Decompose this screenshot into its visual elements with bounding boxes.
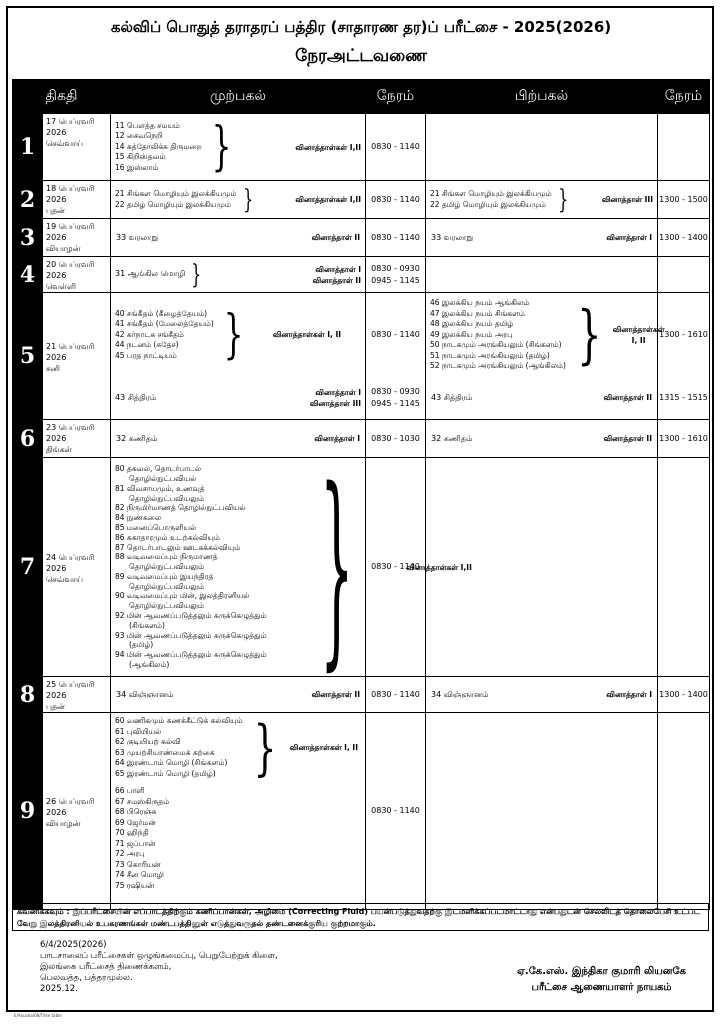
brace: } (253, 712, 277, 783)
paper-label: வினாத்தாள்கள் I,II (295, 195, 361, 204)
list-item: 73 கொரியன் (115, 859, 161, 869)
morning-time: 0830 - 0930 0945 - 1145 (366, 377, 426, 420)
date-line: 2025.12. (40, 984, 78, 994)
row-number: 7 (13, 458, 43, 677)
morning-time: 0830 - 1140 (366, 458, 426, 677)
list-item: 63 முயற்சியாண்மைக் கற்கை (115, 747, 215, 757)
afternoon-time (658, 458, 710, 677)
row-date: 20 பெப்ரவரி 2026 வெள்ளி (43, 257, 111, 293)
list-item: 52 நாடகமும் அரங்கியலும் (ஆங்கிலம்) (430, 361, 566, 370)
list-item: 68 பிரெஞ்சு (115, 807, 157, 816)
morning-time: 0830 - 1030 (366, 420, 426, 458)
address-line: பாடசாலைப் பரீட்சைகள் ஒழுங்கமைப்பு, பெறுபேற்றுக் கிளை, (40, 951, 278, 961)
subject-list (115, 309, 214, 362)
list-item: 45 பரத நாட்டியம் (115, 350, 177, 360)
col-morning: முற்பகல் (111, 80, 366, 114)
list-item: 90 வடிவமைப்பும் மின், இலத்திரனியல் (115, 591, 250, 601)
list-item: 66 பாளி (115, 786, 145, 795)
list-item: 46 இலக்கிய நயம் ஆங்கிலம் (430, 298, 530, 307)
row-date: 18 பெப்ரவரி 2026 புதன் (43, 181, 111, 219)
list-item: தொழில்நுட்பவியல் (129, 473, 197, 483)
list-item: 41 சங்கீதம் (மேலைத்தேயம்) (115, 319, 214, 328)
morning-time: 0830 - 1140 (366, 293, 426, 377)
subject: 33 வரலாறு (116, 232, 159, 242)
list-item: 42 கர்நாடக சங்கீதம் (115, 329, 184, 339)
paper-label: வினாத்தாள் I (606, 232, 652, 242)
list-item: 22 தமிழ் மொழியும் இலக்கியமும் (430, 199, 546, 209)
list-item: 61 புவியியல் (115, 726, 162, 736)
notice-text: : இப்பரீட்சையின் எப்பாடத்திற்கும் கணிப்பான்கள், அழிமை (Correcting Fluid) பயன்படுத்துவதற்கு இடமளிக்கப்படமாட்டாது என்பதுடன் செல்லிடத் தொலைபேசி உட்பட வேறு இலத்திரனியல் உபகரணங்கள் மண்டபத்தினுள் எடுத்துவருதல் தண்டனைக்குரிய குற்றமாகும். (17, 907, 701, 928)
list-item: 72 அரபு (115, 849, 145, 858)
paper-labels: வினாத்தாள் I வினாத்தாள் III (309, 387, 361, 408)
afternoon-subjects (426, 420, 658, 458)
list-item: 69 ஜேர்மன் (115, 817, 156, 827)
morning-subjects (111, 257, 366, 293)
list-item: 82 நிருமிர்மாணத் தொழில்நுட்பவியல் (115, 503, 246, 513)
subject: 34 விஞ்ஞானம் (116, 689, 174, 699)
subject: 43 சித்திரம் (431, 392, 473, 402)
list-item: 92 மின் ஆவணப்படுத்தலும் சுருக்கெழுத்தும் (115, 611, 267, 621)
subject: 32 கணிதம் (431, 433, 473, 443)
subject: 31 ஆங்கில மொழி (115, 269, 186, 279)
paper-label: வினாத்தாள் I (314, 433, 360, 443)
footnote: E/Anusha/08/Time table (14, 1013, 62, 1018)
list-item: 60 வணிகமும் கணக்கீட்டுக் கல்வியும் (115, 716, 243, 725)
list-item: 88 வடிவமைப்பும் நிருமாணத் (115, 552, 218, 562)
list-item: 47 இலக்கிய நயம் சிங்களம் (430, 308, 525, 318)
afternoon-time: 1300 - 1500 (658, 181, 710, 219)
list-item: 71 ஜப்பான் (115, 838, 156, 848)
list-item: 64 இரண்டாம் மொழி (சிங்களம்) (115, 758, 228, 767)
list-item: 50 நாடகமும் அரங்கியலும் (சிங்களம்) (430, 340, 562, 349)
afternoon-time: 1315 - 1515 (658, 377, 710, 420)
list-item: தொழில்நுட்பவியலும் (129, 581, 205, 591)
reference: 6/4/2025(2026) (40, 940, 107, 950)
afternoon-time: 1300 - 1610 (658, 420, 710, 458)
list-item: 89 வடிவமைப்பும் இயந்திரத் (115, 571, 214, 581)
list-item: (தமிழ்) (129, 640, 154, 650)
list-item: 75 ரஷியன் (115, 880, 155, 890)
list-item: 48 இலக்கிய நயம் தமிழ் (430, 319, 514, 328)
paper-label: வினாத்தாள்கள் I, II (612, 324, 665, 345)
list-item: (சிங்களம்) (129, 620, 165, 630)
table-row (13, 713, 710, 910)
afternoon-time: 1300 - 1610 (658, 293, 710, 377)
list-item: 85 மனைப்பொருளியல் (115, 522, 197, 532)
morning-subjects (111, 219, 366, 257)
subject-list (115, 464, 267, 670)
afternoon-subjects (426, 713, 658, 910)
row-date: 24 பெப்ரவரி 2026 செவ்வாய் (43, 458, 111, 677)
brace: } (577, 297, 602, 372)
row-number: 8 (13, 677, 43, 713)
notice (12, 903, 709, 931)
afternoon-time: 1300 - 1400 (658, 219, 710, 257)
afternoon-time (658, 713, 710, 910)
list-item: 14 கத்தோலிக்க திருமறை (115, 141, 202, 151)
brace: } (223, 304, 244, 365)
row-date: 25 பெப்ரவரி 2026 புதன் (43, 677, 111, 713)
row-number: 9 (13, 713, 43, 910)
paper-label: வினாத்தாள் I (606, 689, 652, 699)
subject-list (430, 298, 566, 372)
list-item: (ஆங்கிலம்) (129, 660, 170, 670)
brace: } (191, 259, 202, 290)
brace: } (319, 444, 354, 689)
notice-label: கவனிக்கவும் (17, 907, 64, 916)
morning-subjects (111, 181, 366, 219)
address-line: பெலவத்த, பத்தரமுல்ல. (40, 973, 133, 983)
subject-list (115, 716, 243, 779)
signatory-title: பரீட்சை ஆணையாளர் நாயகம் (531, 982, 672, 993)
list-item: 15 கிறிஸ்தவம் (115, 152, 166, 162)
table-row (13, 293, 710, 377)
list-item: 21 சிங்கள மொழியும் இலக்கியமும் (115, 189, 237, 198)
morning-time: 0830 - 1140 (366, 677, 426, 713)
paper-label: வினாத்தாள்கள் I, II (272, 330, 342, 340)
list-item: 16 இஸ்லாம் (115, 162, 159, 172)
list-item: 84 நுண்கலை (115, 513, 162, 523)
morning-subjects (111, 377, 366, 420)
footer-address (40, 940, 278, 995)
subject: 32 கணிதம் (116, 433, 158, 443)
morning-time: 0830 - 1140 (366, 219, 426, 257)
list-item: 94 மின் ஆவணப்படுத்தலும் சுருக்கெழுத்தும் (115, 650, 267, 660)
afternoon-time: 1300 - 1400 (658, 677, 710, 713)
list-item: 44 நடனம் (சுதேச) (115, 340, 179, 349)
afternoon-subjects (426, 293, 665, 377)
list-item: தொழில்நுட்பவியலும் (129, 562, 205, 572)
paper-label: வினாத்தாள்கள் I,II (406, 562, 472, 572)
afternoon-time (658, 114, 710, 181)
morning-subjects (111, 114, 366, 181)
paper-label: வினாத்தாள்கள் I,II (295, 142, 361, 152)
brace: } (211, 117, 232, 177)
row-date: 17 பெப்ரவரி 2026 செவ்வாய் (43, 114, 111, 181)
list-item: 22 தமிழ் மொழியும் இலக்கியமும் (115, 199, 231, 209)
table-row (13, 257, 710, 293)
row-date: 21 பெப்ரவரி 2026 சனி (43, 293, 111, 420)
list-item: 51 நாடகமும் அரங்கியலும் (தமிழ்) (430, 350, 550, 360)
list-item: 67 சமஸ்கிருதம் (115, 796, 170, 806)
subject: 34 விஞ்ஞானம் (431, 689, 489, 699)
afternoon-subjects (426, 219, 658, 257)
row-date: 23 பெப்ரவரி 2026 திங்கள் (43, 420, 111, 458)
list-item: 12 சைவநெறி (115, 131, 163, 141)
afternoon-subjects (426, 114, 658, 181)
list-item: 11 பௌத்த சமயம் (115, 120, 180, 130)
table-row (13, 677, 710, 713)
header-row (13, 80, 710, 114)
col-date: திகதி (13, 80, 111, 114)
morning-time: 0830 - 1140 (366, 713, 426, 910)
list-item: 49 இலக்கிய நயம் அரபு (430, 329, 513, 339)
list-item: 65 இரண்டாம் மொழி (தமிழ்) (115, 768, 216, 778)
table-row (13, 458, 710, 677)
list-item: 93 மின் ஆவணப்படுத்தலும் சுருக்கெழுத்தும் (115, 630, 267, 640)
paper-label: வினாத்தாள் II (311, 689, 360, 699)
list-item: 62 குடியியற் கல்வி (115, 737, 181, 746)
brace: } (242, 184, 253, 215)
address-line: இலங்கை பரீட்சைத் திணைக்களம், (40, 962, 172, 972)
subject: 33 வரலாறு (431, 232, 474, 242)
row-date: 26 பெப்ரவரி 2026 வியாழன் (43, 713, 111, 910)
list-item: 86 சுகாதாரமும் உடற்கல்வியும் (115, 532, 220, 542)
afternoon-subjects (426, 181, 658, 219)
table-row (13, 114, 710, 181)
paper-label: வினாத்தாள் III (601, 195, 653, 204)
row-number: 4 (13, 257, 43, 293)
subject: 43 சித்திரம் (115, 392, 157, 402)
morning-time: 0830 - 0930 0945 - 1145 (366, 257, 426, 293)
morning-time: 0830 - 1140 (366, 114, 426, 181)
paper-label: வினாத்தாள் II (603, 392, 652, 402)
paper-labels: வினாத்தாள் I வினாத்தாள் II (312, 264, 361, 285)
paper-label: வினாத்தாள் II (311, 232, 360, 242)
morning-subjects (111, 293, 366, 377)
list-item: 80 தகவல், தொடர்பாடல் (115, 464, 202, 474)
subject-list (115, 121, 202, 174)
subject-list (115, 189, 237, 210)
row-number: 5 (13, 293, 43, 420)
table-row (13, 420, 710, 458)
table-row (13, 377, 710, 420)
paper-label: வினாத்தாள்கள் I, II (289, 743, 358, 752)
list-item: தொழில்நுட்பவியலும் (129, 493, 205, 503)
page-subtitle: நேரஅட்டவணை (295, 46, 427, 66)
list-item: தொழில்நுட்பவியலும் (129, 601, 205, 611)
row-date: 19 பெப்ரவரி 2026 வியாழன் (43, 219, 111, 257)
subject-list (115, 786, 169, 891)
col-time-morning: நேரம் (366, 80, 426, 114)
row-number: 1 (13, 114, 43, 181)
timetable (12, 79, 710, 910)
row-number: 2 (13, 181, 43, 219)
signatory (517, 964, 686, 996)
afternoon-subjects (426, 677, 658, 713)
list-item: 87 தொடர்பாடலும் ஊடகக்கல்வியும் (115, 542, 241, 552)
subject-list (430, 189, 552, 210)
afternoon-subjects (426, 257, 658, 293)
afternoon-subjects (426, 377, 658, 420)
col-afternoon: பிற்பகல் (426, 80, 658, 114)
col-time-afternoon: நேரம் (658, 80, 710, 114)
afternoon-time (658, 257, 710, 293)
morning-subjects (111, 713, 366, 910)
list-item: 81 விவசாயமும், உணவுத் (115, 483, 205, 493)
row-number: 6 (13, 420, 43, 458)
list-item: 40 சங்கீதம் (கீழைத்தேயம்) (115, 308, 208, 318)
paper-label: வினாத்தாள் II (603, 433, 652, 443)
table-row (13, 181, 710, 219)
list-item: 74 சீன மொழி (115, 870, 164, 879)
list-item: 70 ஹிந்தி (115, 828, 149, 837)
signatory-name: ஏ.கே.எஸ். இந்திகா குமாரி லியனகே (517, 966, 686, 977)
list-item: 21 சிங்கள மொழியும் இலக்கியமும் (430, 189, 552, 198)
row-number: 3 (13, 219, 43, 257)
brace: } (557, 184, 568, 215)
morning-time: 0830 - 1140 (366, 181, 426, 219)
table-row (13, 219, 710, 257)
page-title: கல்விப் பொதுத் தராதரப் பத்திர (சாதாரண தர)ப் பரீட்சை - 2025(2026) (110, 18, 612, 36)
